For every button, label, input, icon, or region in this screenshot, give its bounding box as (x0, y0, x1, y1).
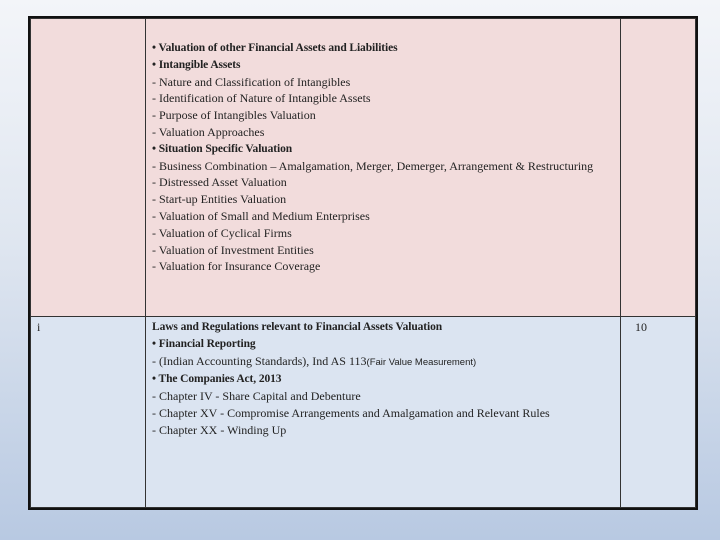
topic-item-note: (Fair Value Measurement) (366, 356, 477, 368)
table-row (31, 19, 696, 317)
table-row (31, 317, 696, 508)
topic-heading: • The Companies Act, 2013 (152, 373, 282, 386)
marks-cell (621, 19, 696, 317)
topic-item: - Distressed Asset Valuation (152, 175, 287, 190)
topic-item (152, 353, 616, 372)
topic-item: - Chapter XX - Winding Up (152, 422, 287, 437)
topic-heading: • Situation Specific Valuation (152, 142, 293, 155)
row-index-cell (31, 19, 146, 317)
topic-heading: • Intangible Assets (152, 58, 241, 71)
section-heading: Laws and Regulations relevant to Financial Assets Valuation (152, 321, 443, 333)
syllabus-table (28, 16, 698, 510)
topic-item: - Valuation of Investment Entities (152, 242, 314, 257)
marks-cell: 10 (621, 317, 696, 508)
topic-item: - Business Combination – Amalgamation, Merger, Demerger, Arrangement & Restructuring (152, 158, 594, 173)
topic-item: - Chapter IV - Share Capital and Debenture (152, 389, 361, 404)
topic-item: - Valuation of Small and Medium Enterprises (152, 208, 370, 223)
topic-item-text: - (Indian Accounting Standards), Ind AS 113 (152, 353, 367, 368)
topic-item: - Identification of Nature of Intangible Assets (152, 91, 371, 106)
topic-item: - Purpose of Intangibles Valuation (152, 108, 316, 123)
row-index-cell: i (31, 317, 146, 508)
topic-item: - Valuation for Insurance Coverage (152, 259, 321, 274)
topic-item: - Nature and Classification of Intangibles (152, 74, 351, 89)
topic-heading: • Financial Reporting (152, 337, 256, 350)
topic-heading: • Valuation of other Financial Assets and Liabilities (152, 42, 398, 54)
topic-item: - Chapter XV - Compromise Arrangements and Amalgamation and Relevant Rules (152, 405, 550, 420)
topic-item: - Valuation Approaches (152, 124, 265, 139)
topics-cell (146, 19, 621, 317)
topic-item: - Valuation of Cyclical Firms (152, 225, 292, 240)
topic-item: - Start-up Entities Valuation (152, 192, 287, 207)
topics-cell (146, 317, 621, 508)
